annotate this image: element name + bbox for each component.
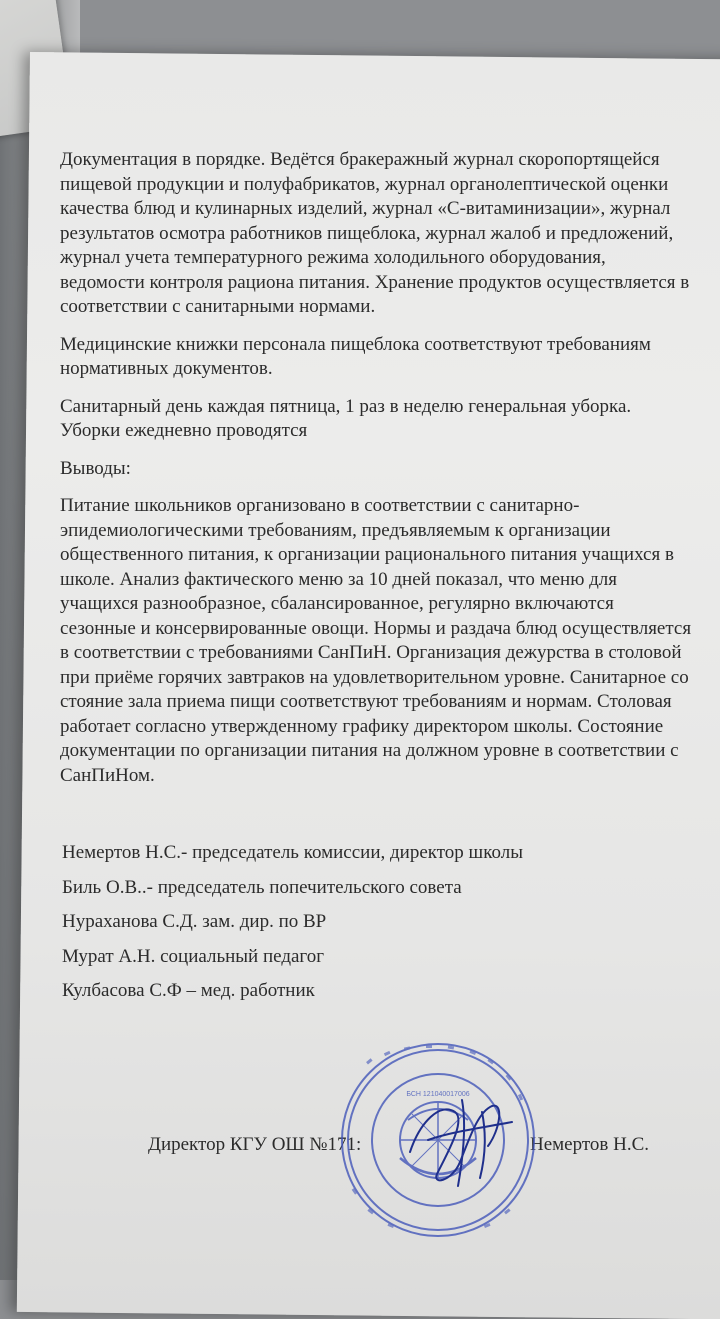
signatory: Кулбасова С.Ф – мед. работник (62, 980, 315, 1001)
text-line: пищевой продукции и полуфабрикатов, журнал органолептической оценки (60, 173, 669, 195)
paragraph-conclusions (60, 494, 720, 788)
text-line: общественного питания, к организации рационального питания учащихся в (60, 544, 674, 565)
paragraph-sanitary-day (60, 395, 720, 444)
text-line: соответствии с санитарными нормами. (60, 296, 376, 317)
text-line: Санитарный день каждая пятница, 1 раз в неделю генеральная уборка. (60, 395, 632, 417)
signatory: Биль О.В..- председатель попечительского совета (62, 876, 462, 898)
signatory: Немертов Н.С.- председатель комиссии, директор школы (62, 842, 523, 863)
paragraph-medical-books (60, 333, 720, 382)
signatories-list (62, 842, 523, 1015)
text-line: работает согласно утвержденному графику директором школы. Состояние (60, 715, 664, 737)
text-line: эпидемиологическими требованиям, предъявляемым к организации (60, 519, 611, 541)
document-body (60, 148, 720, 788)
text-line: Медицинские книжки персонала пищеблока соответствуют требованиям (60, 333, 651, 355)
stamp-bin-text: БСН 121040017006 (406, 1091, 470, 1098)
handwritten-signature-icon (400, 1082, 520, 1192)
text-line: Документация в порядке. Ведётся бракеражный журнал скоропортящейся (60, 149, 660, 170)
text-line: СанПиНом. (60, 764, 155, 786)
text-line: Уборки ежедневно проводятся (60, 420, 308, 441)
text-line: Питание школьников организовано в соответствии с санитарно- (60, 495, 580, 516)
paragraph-documentation (60, 148, 720, 320)
text-line: документации по организации питания на должном уровне в соответствии с (60, 740, 679, 761)
director-label: Директор КГУ ОШ №171: (148, 1134, 362, 1155)
director-name: Немертов Н.С. (530, 1134, 650, 1155)
text-line: в соответствии с требованиями СанПиН. Организация дежурства в столовой (60, 642, 682, 663)
text-line: журнал учета температурного режима холодильного оборудования, (60, 247, 606, 268)
signatory: Мурат А.Н. социальный педагог (62, 945, 325, 967)
text-line: ведомости контроля рациона питания. Хранение продуктов осуществляется в (60, 271, 690, 293)
heading-text: Выводы: (60, 457, 131, 479)
signatory: Нураханова С.Д. зам. дир. по ВР (62, 911, 327, 932)
text-line: школе. Анализ фактического меню за 10 дней показал, что меню для (60, 568, 618, 590)
text-line: качества блюд и кулинарных изделий, журнал «С-витаминизации», журнал (60, 198, 671, 219)
text-line: результатов осмотра работников пищеблока, журнал жалоб и предложений, (60, 222, 674, 244)
text-line: при приёме горячих завтраков на удовлетворительном уровне. Санитарное со (60, 666, 689, 688)
text-line: нормативных документов. (60, 358, 273, 379)
conclusions-heading (60, 457, 720, 482)
text-line: сезонные и консервированные овощи. Нормы и раздача блюд осуществляется (60, 617, 692, 639)
text-line: стояние зала приема пищи соответствуют требованиям и нормам. Столовая (60, 691, 672, 712)
text-line: учащихся разнообразное, сбалансированное, регулярно включаются (60, 593, 614, 614)
